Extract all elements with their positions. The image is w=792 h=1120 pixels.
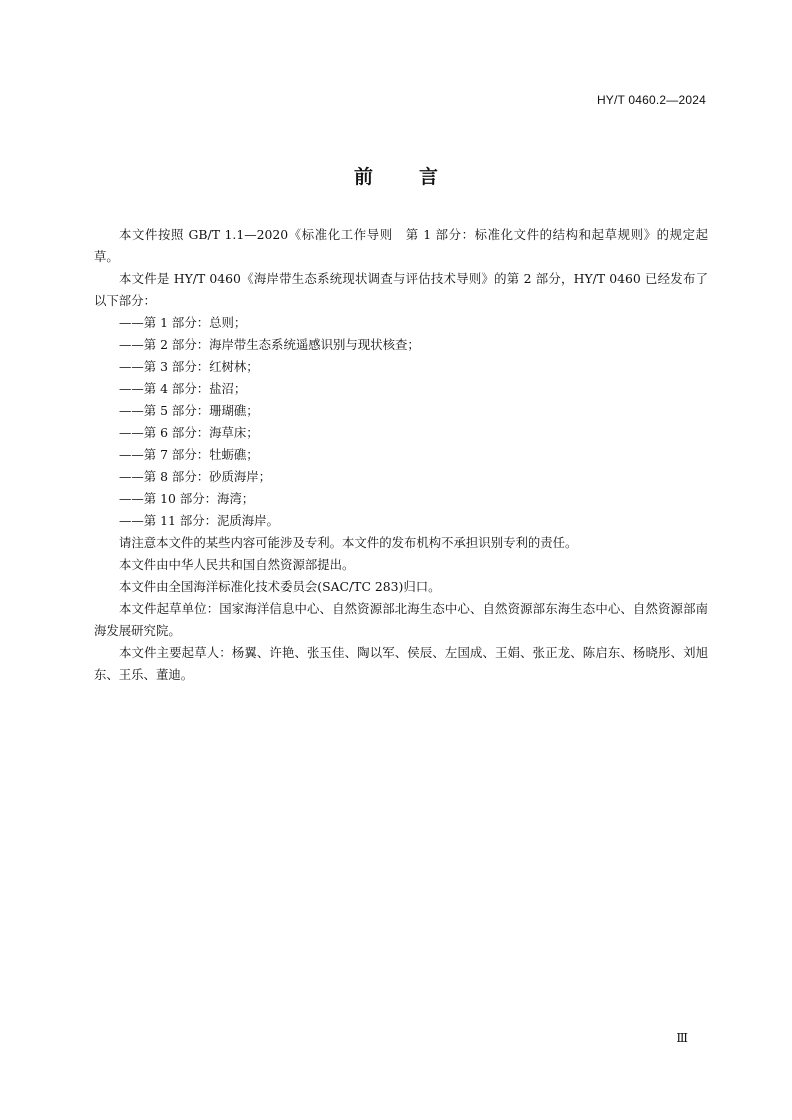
list-item: ——第 8 部分：砂质海岸；	[119, 469, 272, 484]
paragraph-drafters: 本文件主要起草人：杨翼、许艳、张玉佳、陶以军、侯辰、左国成、王娟、张正龙、陈启东、杨晓彤、刘旭东、王乐、董迪。	[94, 645, 708, 682]
paragraph-proposer: 本文件由中华人民共和国自然资源部提出。	[119, 557, 355, 572]
paragraph-committee: 本文件由全国海洋标准化技术委员会(SAC/TC 283)归口。	[119, 579, 441, 594]
list-item: ——第 3 部分：红树林；	[119, 359, 259, 374]
parts-list	[94, 312, 708, 532]
paragraph-patent-notice: 请注意本文件的某些内容可能涉及专利。本文件的发布机构不承担识别专利的责任。	[119, 535, 578, 550]
list-item: ——第 4 部分：盐沼；	[119, 381, 247, 396]
list-item: ——第 2 部分：海岸带生态系统遥感识别与现状核查；	[119, 337, 420, 352]
list-item: ——第 11 部分：泥质海岸。	[119, 513, 279, 528]
foreword-body	[94, 224, 708, 686]
list-item: ——第 5 部分：珊瑚礁；	[119, 403, 259, 418]
list-item: ——第 10 部分：海湾；	[119, 491, 255, 506]
page-number: Ⅲ	[676, 1031, 688, 1045]
page-title: 前言	[353, 166, 484, 188]
list-item: ——第 7 部分：牡蛎礁；	[119, 447, 259, 462]
paragraph-drafting-rules: 本文件按照 GB/T 1.1—2020《标准化工作导则 第 1 部分：标准化文件的结构和起草规则》的规定起草。	[94, 227, 708, 264]
document-code: HY/T 0460.2—2024	[596, 93, 706, 107]
list-item: ——第 1 部分：总则；	[119, 315, 247, 330]
paragraph-drafting-units: 本文件起草单位：国家海洋信息中心、自然资源部北海生态中心、自然资源部东海生态中心、自然资源部南海发展研究院。	[94, 601, 708, 638]
paragraph-series-intro: 本文件是 HY/T 0460《海岸带生态系统现状调查与评估技术导则》的第 2 部分，HY/T 0460 已经发布了以下部分：	[94, 271, 708, 308]
list-item: ——第 6 部分：海草床；	[119, 425, 259, 440]
